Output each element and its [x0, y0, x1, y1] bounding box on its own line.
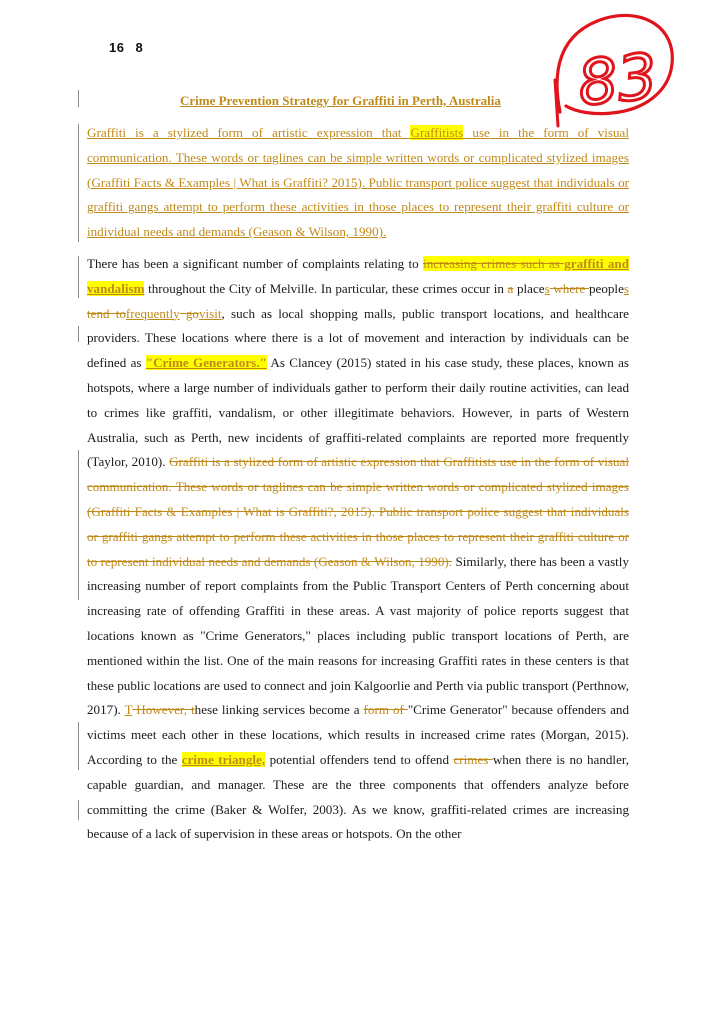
- inserted-text: use in the form of visual communication. These words or taglines can be simple written words or complicated stylized images (Graffiti Facts & Examples | What is Graffiti? 2015). Public transport police suggest that individuals or graffiti gangs attempt to perform these activities in those places to represent their graffiti culture or individual needs and demands (Geason & Wilson, 1990).: [87, 125, 629, 240]
- body-text: place: [513, 280, 545, 296]
- deleted-text: go: [179, 305, 199, 321]
- grade-value: 83: [574, 39, 661, 120]
- body-text: There has been a significant number of complaints relating to: [87, 256, 424, 271]
- deleted-text: increasing crimes such as: [423, 256, 565, 271]
- change-bar: [78, 90, 79, 107]
- body-text: hese linking services become a: [194, 702, 364, 718]
- highlighted-term: Graffitists: [410, 125, 464, 140]
- paragraph-body: [87, 252, 629, 847]
- grade-circle-icon: [548, 10, 678, 130]
- deleted-text: a: [507, 280, 514, 296]
- deleted-text: form of: [363, 702, 408, 718]
- deleted-text: tend to: [87, 305, 126, 321]
- body-text: Similarly, there has been a vastly increasing number of report complaints from the Public Transport Centers of Perth concerning about increasing rate of offending Graffiti in these areas. A vast majority of police reports suggest that locations known as "Crime Generators," places including public transport locations of Perth, are mentioned within the list. One of the main reasons for increasing Graffiti rates in these centers is that these public locations are used to connect and join Kalgoorlie and Perth via public transport (Perthnow, 2017).: [87, 553, 629, 718]
- deleted-text: However, t: [132, 702, 195, 718]
- highlighted-term: "Crime Generators.": [145, 355, 267, 371]
- paragraph-introduction: [87, 121, 629, 245]
- change-bar: [78, 450, 79, 600]
- body-text: "Crime Generator" because offenders and victims meet each other in these locations, which results in increased crime rates (Morgan, 2015). According to the: [87, 702, 629, 767]
- highlighted-term: graffiti and vandalism: [87, 256, 630, 296]
- change-bar: [78, 124, 79, 242]
- inserted-text: s: [544, 280, 550, 296]
- change-bar: [78, 722, 79, 770]
- deleted-text: Graffiti is a stylized form of artistic expression that Graffitists use in the form of visual communication. These words or taglines can be simple written words or complicated stylized images (Graffiti Facts & Examples | What is Graffiti?, 2015). Public transport police suggest that individuals or graffiti gangs attempt to perform these activities in those places to represent their graffiti culture or to represent individual needs and demands (Geason & Wilson, 1990).: [87, 454, 630, 569]
- body-text: potential offenders tend to offend: [265, 751, 454, 767]
- change-bar: [78, 256, 79, 298]
- inserted-text: frequently: [125, 305, 180, 321]
- highlighted-term: crime triangle,: [181, 751, 266, 767]
- deleted-text: crimes: [453, 751, 493, 767]
- change-bar: [78, 326, 79, 342]
- inserted-text: s: [623, 280, 629, 296]
- inserted-text: Graffiti is a stylized form of artistic expression that: [87, 125, 411, 140]
- deleted-text: where: [549, 280, 589, 296]
- page-number-left: 16: [109, 40, 125, 55]
- grade-mark: [548, 10, 678, 130]
- body-text: people: [588, 280, 624, 296]
- body-text: throughout the City of Melville. In particular, these crimes occur in: [144, 280, 508, 296]
- body-text: , such as local shopping malls, public transport locations, and healthcare providers. These locations where there is a lot of movement and interaction by individuals can be defined as: [87, 305, 629, 371]
- page-number: [109, 40, 143, 55]
- change-bar: [78, 800, 79, 820]
- inserted-text: T: [124, 702, 133, 718]
- document-title: Crime Prevention Strategy for Graffiti in Perth, Australia: [180, 93, 501, 108]
- page-number-right: 8: [135, 40, 144, 55]
- inserted-text: visit: [198, 305, 222, 321]
- body-text: As Clancey (2015) stated in his case study, these places, known as hotspots, where a large number of individuals gather to perform their daily routine activities, can lead to crimes like graffiti, vandalism, or other illegitimate behaviors. However, in parts of Western Australia, such as Perth, new incidents of graffiti-related complaints are reported more frequently (Taylor, 2010).: [87, 355, 629, 470]
- body-text: when there is no handler, capable guardian, and manager. These are the three components that offenders analyze before committing the crime (Baker & Wolfer, 2003). As we know, graffiti-related crimes are increasing because of a lack of supervision in these areas or hotspots. On the other: [87, 751, 629, 842]
